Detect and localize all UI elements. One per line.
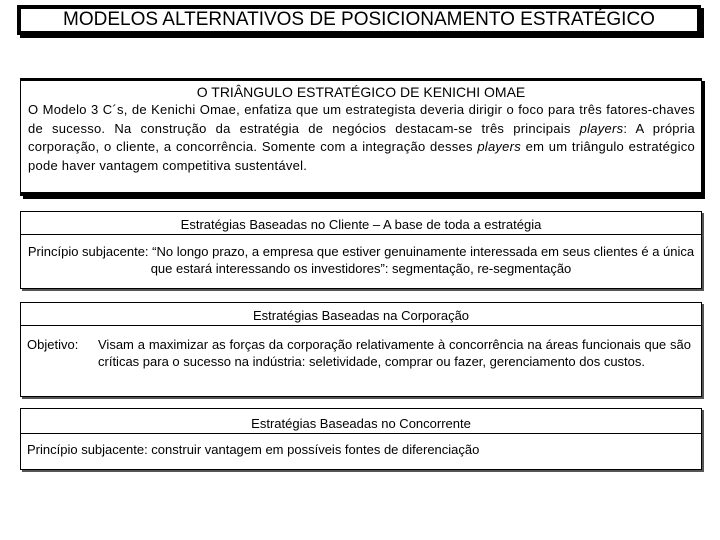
omae-text-part-1: O Modelo 3 C´s, de Kenichi Omae, enfatiza que um estrategista deveria dirigir o foco para três fatores-chaves de sucesso. Na construção da estratégia de negócios destacam-se três principais [28, 102, 695, 136]
omae-text-part-3: em um triângulo estratégico pode haver vantagem competitiva sustentável. [28, 139, 695, 173]
omae-triangle-box [20, 78, 702, 196]
client-strategies-heading: Estratégias Baseadas no Cliente – A base de toda a estratégia [21, 212, 701, 235]
client-strategies-box [20, 211, 702, 289]
competitor-strategies-box [20, 408, 702, 470]
omae-emphasis-players-1: players [579, 120, 624, 136]
objective-label: Objetivo: [27, 337, 79, 352]
client-strategies-text: Princípio subjacente: “No longo prazo, a empresa que estiver genuinamente interessada em seus clientes é a única que estará interessando os investidores”: segmentação, re-segmentação [27, 244, 695, 276]
corporation-strategies-box [20, 302, 702, 397]
page-title-text: MODELOS ALTERNATIVOS DE POSICIONAMENTO ESTRATÉGICO [63, 9, 655, 30]
competitor-strategies-text: Princípio subjacente: construir vantagem em possíveis fontes de diferenciação [27, 442, 480, 457]
corporation-objective [21, 326, 701, 370]
page-title [17, 5, 701, 35]
omae-emphasis-players-2: players [477, 139, 521, 154]
omae-description [28, 101, 695, 175]
corporation-strategies-heading: Estratégias Baseadas na Corporação [21, 303, 701, 326]
competitor-strategies-heading: Estratégias Baseadas no Concorrente [21, 409, 701, 434]
objective-text: Visam a maximizar as forças da corporação relativamente à concorrência na áreas funcionais que são críticas para o sucesso na indústria: seletividade, comprar ou fazer, gerenciamento dos custos. [98, 337, 691, 369]
omae-text-part-2: : A própria corporação, o cliente, a concorrência. Somente com a integração desses [28, 120, 695, 154]
omae-heading: O TRIÂNGULO ESTRATÉGICO DE KENICHI OMAE [196, 84, 526, 100]
